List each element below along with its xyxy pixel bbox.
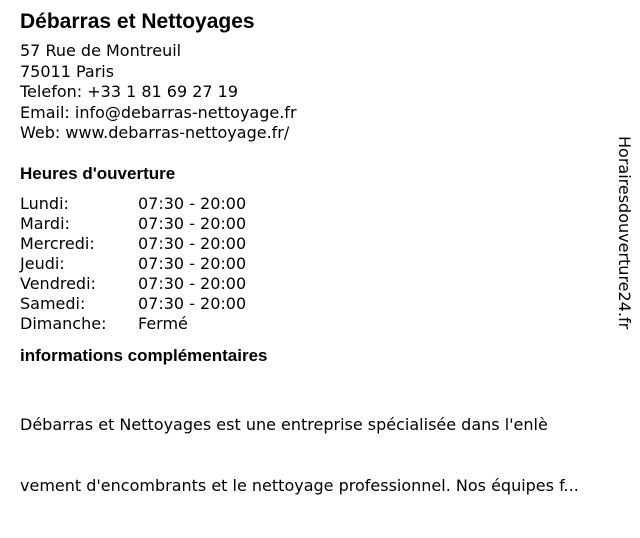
hours-row-monday bbox=[20, 194, 246, 214]
time-value: 07:30 - 20:00 bbox=[138, 293, 247, 313]
description-line: vement d'encombrants et le nettoyage professionnel. Nos équipes f... bbox=[20, 476, 579, 495]
time-value: Fermé bbox=[138, 313, 188, 333]
day-label: Jeudi: bbox=[20, 253, 65, 273]
day-label: Mardi: bbox=[20, 213, 70, 233]
address-street: 57 Rue de Montreuil bbox=[20, 41, 182, 60]
contact-block bbox=[20, 41, 620, 144]
email-line: Email: info@debarras-nettoyage.fr bbox=[20, 102, 297, 122]
time-value: 07:30 - 20:00 bbox=[138, 273, 247, 293]
website-line: Web: www.debarras-nettoyage.fr/ bbox=[20, 123, 290, 142]
description-text bbox=[20, 374, 630, 538]
phone-line: Telefon: +33 1 81 69 27 19 bbox=[20, 82, 239, 101]
hours-row-thursday bbox=[20, 254, 246, 274]
time-value: 07:30 - 20:00 bbox=[138, 233, 247, 253]
address-city: 75011 Paris bbox=[20, 61, 115, 81]
day-label: Mercredi: bbox=[20, 233, 95, 253]
hours-row-friday bbox=[20, 274, 246, 294]
brand-watermark: Horairesdouverture24.fr bbox=[615, 136, 634, 330]
opening-hours-table bbox=[20, 194, 246, 334]
time-value: 07:30 - 20:00 bbox=[138, 193, 247, 213]
description-line: Débarras et Nettoyages est une entreprise spécialisée dans l'enlè bbox=[20, 414, 548, 434]
day-label: Dimanche: bbox=[20, 313, 107, 333]
day-label: Samedi: bbox=[20, 293, 86, 313]
info-heading: informations complémentaires bbox=[20, 345, 268, 365]
hours-heading: Heures d'ouverture bbox=[20, 163, 176, 183]
hours-row-tuesday bbox=[20, 214, 246, 234]
business-name: Débarras et Nettoyages bbox=[20, 10, 255, 33]
hours-row-wednesday bbox=[20, 234, 246, 254]
time-value: 07:30 - 20:00 bbox=[138, 253, 247, 273]
time-value: 07:30 - 20:00 bbox=[138, 213, 247, 233]
day-label: Vendredi: bbox=[20, 273, 96, 293]
hours-row-saturday bbox=[20, 294, 246, 314]
hours-row-sunday bbox=[20, 314, 246, 334]
business-card bbox=[20, 10, 620, 538]
day-label: Lundi: bbox=[20, 193, 69, 213]
